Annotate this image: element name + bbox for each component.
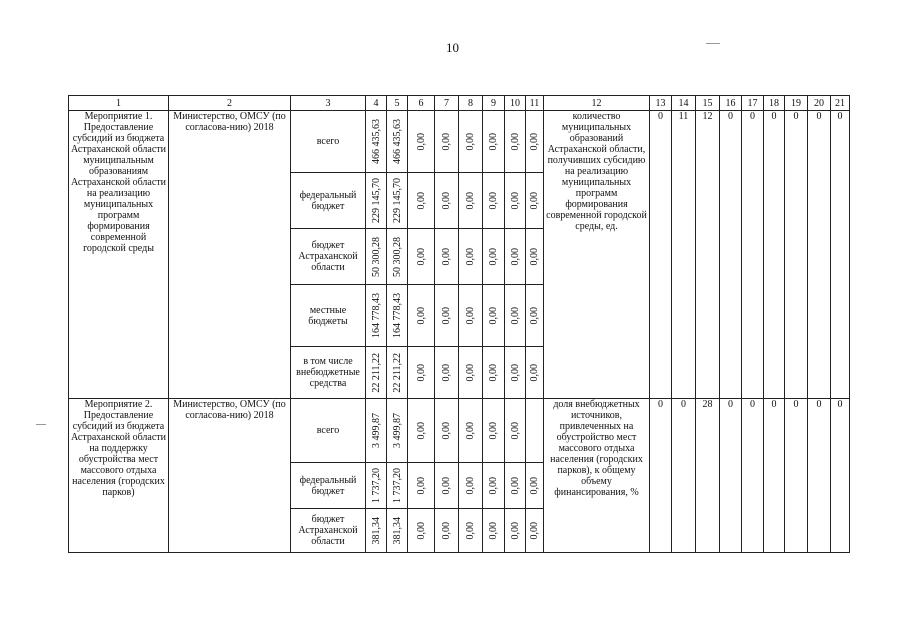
- amount-value-cell: [483, 173, 505, 229]
- funding-source: федеральный бюджет: [291, 173, 366, 229]
- amount-value: 0,00: [415, 191, 427, 210]
- page-number: 10: [446, 40, 459, 55]
- amount-value-cell: [459, 229, 483, 285]
- indicator-value: 0: [785, 399, 808, 553]
- amount-value: 0,00: [415, 306, 427, 325]
- funding-source: всего: [291, 111, 366, 173]
- indicator-value: 12: [696, 111, 720, 399]
- column-number: 11: [526, 96, 544, 111]
- table-row: [69, 399, 850, 463]
- funding-source: всего: [291, 399, 366, 463]
- amount-value-cell: [459, 173, 483, 229]
- amount-value: 164 778,43: [370, 293, 382, 338]
- amount-value: 0,00: [509, 132, 521, 151]
- column-number: 7: [435, 96, 459, 111]
- amount-value: 3 499,87: [370, 413, 382, 448]
- amount-value: 0,00: [529, 363, 540, 382]
- amount-value-cell: [435, 111, 459, 173]
- amount-value: 50 300,28: [391, 236, 403, 277]
- amount-value: 0,00: [465, 421, 476, 440]
- amount-value-cell: [408, 229, 435, 285]
- amount-value-cell: [387, 399, 408, 463]
- column-number: 19: [785, 96, 808, 111]
- amount-value-cell: [435, 463, 459, 509]
- amount-value-cell: [366, 173, 387, 229]
- column-number: 9: [483, 96, 505, 111]
- amount-value: 229 145,70: [370, 178, 382, 223]
- amount-value-cell: [366, 463, 387, 509]
- amount-value-cell: [408, 111, 435, 173]
- amount-value: 0,00: [509, 247, 521, 266]
- amount-value-cell: [366, 347, 387, 399]
- amount-value-cell: [408, 463, 435, 509]
- amount-value-cell: [483, 399, 505, 463]
- indicator-value: 0: [831, 399, 850, 553]
- indicator-value: 0: [764, 111, 785, 399]
- amount-value: 381,34: [391, 516, 403, 545]
- amount-value: 0,00: [488, 363, 499, 382]
- amount-value-cell: [459, 509, 483, 553]
- amount-value: 164 778,43: [391, 293, 403, 338]
- amount-value-cell: [526, 229, 544, 285]
- amount-value-cell: [505, 173, 526, 229]
- amount-value: 0,00: [465, 363, 476, 382]
- column-number: 10: [505, 96, 526, 111]
- column-number: 6: [408, 96, 435, 111]
- amount-value-cell: [366, 399, 387, 463]
- amount-value: 0,00: [415, 476, 427, 495]
- indicator-value: 0: [742, 111, 764, 399]
- amount-value-cell: [526, 463, 544, 509]
- amount-value: 0,00: [441, 476, 452, 495]
- amount-value-cell: [459, 463, 483, 509]
- amount-value: 0,00: [465, 476, 476, 495]
- amount-value-cell: [387, 463, 408, 509]
- amount-value-cell: [387, 285, 408, 347]
- event-executor: Министерство, ОМСУ (по согласова-нию) 2018: [169, 399, 291, 553]
- program-table: [68, 95, 850, 553]
- column-number: 16: [720, 96, 742, 111]
- funding-source: бюджет Астраханской области: [291, 509, 366, 553]
- amount-value: 0,00: [465, 191, 476, 210]
- amount-value-cell: [408, 509, 435, 553]
- scan-mark: [706, 43, 720, 44]
- amount-value-cell: [483, 347, 505, 399]
- indicator-value: 0: [720, 111, 742, 399]
- amount-value-cell: [435, 173, 459, 229]
- amount-value: 0,00: [465, 247, 476, 266]
- amount-value: 50 300,28: [370, 236, 382, 277]
- amount-value-cell: [435, 347, 459, 399]
- amount-value-cell: [387, 347, 408, 399]
- indicator-value: 0: [650, 399, 672, 553]
- amount-value: 0,00: [509, 306, 521, 325]
- column-number: 4: [366, 96, 387, 111]
- amount-value: 0,00: [529, 247, 540, 266]
- column-number: 1: [69, 96, 169, 111]
- column-number-row: [69, 96, 850, 111]
- amount-value: 22 211,22: [370, 352, 382, 393]
- event-name: Мероприятие 2. Предоставление субсидий из бюджета Астраханской области на поддержку обустройства мест массового отдыха населения (городских парков): [69, 399, 169, 553]
- indicator-value: 0: [831, 111, 850, 399]
- column-number: 15: [696, 96, 720, 111]
- amount-value-cell: [387, 111, 408, 173]
- amount-value: 0,00: [529, 521, 540, 540]
- amount-value: 0,00: [488, 476, 499, 495]
- amount-value-cell: [366, 111, 387, 173]
- amount-value-cell: [459, 285, 483, 347]
- amount-value: 0,00: [529, 476, 540, 495]
- amount-value-cell: [526, 509, 544, 553]
- amount-value: 0,00: [441, 132, 452, 151]
- amount-value: 0,00: [509, 191, 521, 210]
- indicator-value: 0: [808, 111, 831, 399]
- indicator-text: доля внебюджетных источников, привлеченных на обустройство мест массового отдыха населения (городских парков), к общему объему финансирования, %: [544, 399, 650, 553]
- amount-value: 22 211,22: [391, 352, 403, 393]
- amount-value: 0,00: [509, 521, 521, 540]
- event-name: Мероприятие 1. Предоставление субсидий из бюджета Астраханской области муниципальным образованиям Астраханской области на реализацию муниципальных программ формирования современной городской среды: [69, 111, 169, 399]
- indicator-text: количество муниципальных образований Астраханской области, получивших субсидию на реализацию муниципальных программ формирования современной городской среды, ед.: [544, 111, 650, 399]
- amount-value: 0,00: [488, 521, 499, 540]
- funding-source: местные бюджеты: [291, 285, 366, 347]
- amount-value: 0,00: [441, 191, 452, 210]
- amount-value: 0,00: [441, 247, 452, 266]
- amount-value: 0,00: [441, 363, 452, 382]
- amount-value: 0,00: [529, 191, 540, 210]
- column-number: 20: [808, 96, 831, 111]
- amount-value-cell: [505, 399, 526, 463]
- column-number: 18: [764, 96, 785, 111]
- amount-value: 0,00: [415, 247, 427, 266]
- funding-source: бюджет Астраханской области: [291, 229, 366, 285]
- amount-value: 0,00: [488, 132, 499, 151]
- amount-value-cell: [408, 173, 435, 229]
- amount-value-cell: [408, 285, 435, 347]
- column-number: 14: [672, 96, 696, 111]
- amount-value: 0,00: [441, 306, 452, 325]
- amount-value-cell: [459, 111, 483, 173]
- column-number: 8: [459, 96, 483, 111]
- amount-value: 0,00: [509, 421, 521, 440]
- amount-value-cell: [526, 173, 544, 229]
- amount-value-cell: [435, 285, 459, 347]
- amount-value-cell: [459, 347, 483, 399]
- indicator-value: 0: [720, 399, 742, 553]
- amount-value: 466 435,63: [391, 119, 403, 164]
- amount-value: 0,00: [465, 132, 476, 151]
- amount-value: 381,34: [370, 516, 382, 545]
- amount-value: 0,00: [488, 247, 499, 266]
- amount-value-cell: [483, 229, 505, 285]
- amount-value-cell: [387, 229, 408, 285]
- amount-value-cell: [435, 229, 459, 285]
- amount-value-cell: [483, 111, 505, 173]
- indicator-value: 0: [742, 399, 764, 553]
- column-number: 13: [650, 96, 672, 111]
- amount-value: 0,00: [488, 306, 499, 325]
- amount-value-cell: [505, 229, 526, 285]
- amount-value-cell: [459, 399, 483, 463]
- funding-source: федеральный бюджет: [291, 463, 366, 509]
- amount-value-cell: [526, 111, 544, 173]
- indicator-value: 11: [672, 111, 696, 399]
- amount-value-cell: [483, 509, 505, 553]
- amount-value-cell: [408, 347, 435, 399]
- amount-value-cell: [505, 509, 526, 553]
- amount-value: 466 435,63: [370, 119, 382, 164]
- amount-value: 0,00: [465, 306, 476, 325]
- amount-value: 229 145,70: [391, 178, 403, 223]
- column-number: 17: [742, 96, 764, 111]
- indicator-value: 0: [650, 111, 672, 399]
- amount-value-cell: [435, 509, 459, 553]
- indicator-value: 0: [672, 399, 696, 553]
- amount-value-cell: [505, 463, 526, 509]
- indicator-value: 0: [808, 399, 831, 553]
- column-number: 2: [169, 96, 291, 111]
- amount-value-cell: [505, 347, 526, 399]
- event-executor: Министерство, ОМСУ (по согласова-нию) 2018: [169, 111, 291, 399]
- amount-value: 0,00: [488, 191, 499, 210]
- amount-value-cell: [435, 399, 459, 463]
- amount-value: 0,00: [465, 521, 476, 540]
- amount-value: 0,00: [529, 306, 540, 325]
- indicator-value: 28: [696, 399, 720, 553]
- funding-source: в том числе внебюджетные средства: [291, 347, 366, 399]
- amount-value: 1 737,20: [370, 468, 382, 503]
- amount-value: 0,00: [441, 421, 452, 440]
- events-body: [69, 111, 850, 553]
- amount-value-cell: [526, 285, 544, 347]
- column-number: 3: [291, 96, 366, 111]
- amount-value: 0,00: [488, 421, 499, 440]
- amount-value: 0,00: [415, 521, 427, 540]
- amount-value: 0,00: [509, 476, 521, 495]
- amount-value-cell: [387, 173, 408, 229]
- amount-value-cell: [366, 229, 387, 285]
- column-number: 12: [544, 96, 650, 111]
- amount-value: 0,00: [441, 521, 452, 540]
- amount-value: 0,00: [415, 421, 427, 440]
- amount-value-cell: [387, 509, 408, 553]
- scan-mark: [36, 424, 46, 425]
- amount-value: 3 499,87: [391, 413, 403, 448]
- amount-value: 0,00: [415, 132, 427, 151]
- amount-value: 0,00: [529, 132, 540, 151]
- amount-value: 0,00: [415, 363, 427, 382]
- indicator-value: 0: [764, 399, 785, 553]
- amount-value-cell: [483, 463, 505, 509]
- amount-value: 0,00: [509, 363, 521, 382]
- column-number: 21: [831, 96, 850, 111]
- amount-value-cell: [366, 509, 387, 553]
- amount-value-cell: [483, 285, 505, 347]
- indicator-value: 0: [785, 111, 808, 399]
- column-number: 5: [387, 96, 408, 111]
- table-row: [69, 111, 850, 173]
- amount-value-cell: [408, 399, 435, 463]
- amount-value-cell: [526, 399, 544, 463]
- amount-value: 1 737,20: [391, 468, 403, 503]
- amount-value-cell: [366, 285, 387, 347]
- amount-value-cell: [505, 285, 526, 347]
- amount-value-cell: [505, 111, 526, 173]
- amount-value-cell: [526, 347, 544, 399]
